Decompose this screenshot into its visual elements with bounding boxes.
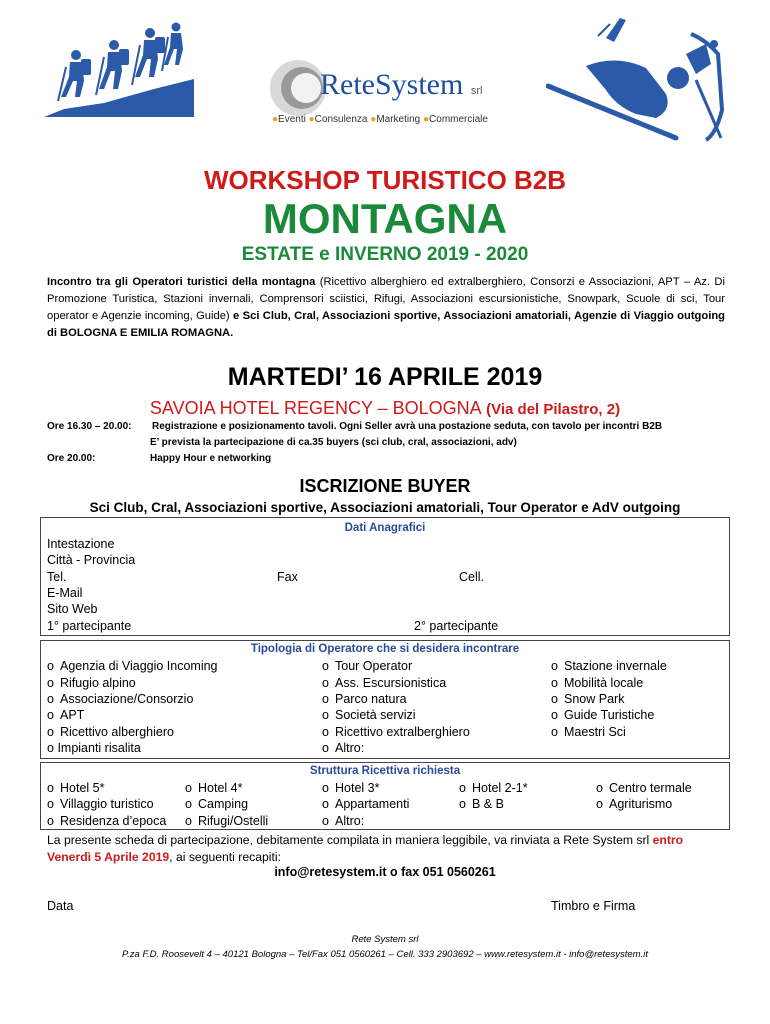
partecipante2-field[interactable]: 2° partecipante [414, 619, 499, 633]
note-text1: La presente scheda di partecipazione, debitamente compilata in maniera leggibile, va rinviata a Rete System srl [47, 833, 650, 847]
submission-note [47, 832, 737, 866]
tipologia-option[interactable]: o Ass. Escursionistica [322, 676, 446, 690]
partecipante1-field[interactable]: 1° partecipante [47, 619, 132, 633]
cell-field[interactable]: Cell. [459, 570, 485, 584]
logo-suffix: srl [470, 85, 483, 97]
intestazione-field[interactable]: Intestazione [47, 537, 115, 551]
note-text2: , ai seguenti recapiti: [169, 850, 281, 864]
event-date: MARTEDI’ 16 APRILE 2019 [227, 363, 543, 391]
registration-title: ISCRIZIONE BUYER [299, 476, 471, 496]
struttura-option[interactable]: o Appartamenti [322, 797, 409, 811]
struttura-option[interactable]: o Camping [185, 797, 248, 811]
note-deadline2: Venerdì 5 Aprile 2019 [47, 850, 170, 864]
struttura-title: Struttura Ricettiva richiesta [309, 765, 461, 777]
retesystem-logo [268, 58, 498, 130]
logo-tagline: ●Eventi ●Consulenza ●Marketing ●Commerciale [272, 114, 488, 125]
workshop-title: WORKSHOP TURISTICO B2B [203, 165, 567, 195]
timbro-label: Timbro e Firma [551, 899, 636, 913]
tagline-item: Marketing [376, 114, 421, 125]
tipologia-option[interactable]: o APT [47, 708, 84, 722]
tipologia-title: Tipologia di Operatore che si desidera incontrare [250, 643, 520, 655]
tipologia-option[interactable]: o Altro: [322, 741, 364, 755]
event-address: (Via del Pilastro, 2) [486, 401, 621, 418]
struttura-option[interactable]: o Hotel 4* [185, 781, 242, 795]
hikers-icon [44, 15, 194, 117]
tipologia-option[interactable]: o Società servizi [322, 708, 416, 722]
schedule-time: Ore 20.00: [47, 453, 96, 464]
tagline-item: Consulenza [314, 114, 368, 125]
tipologia-option[interactable]: o Associazione/Consorzio [47, 692, 193, 706]
montagna-title: MONTAGNA [262, 195, 508, 242]
tagline-item: Eventi [278, 114, 306, 125]
citta-field[interactable]: Città - Provincia [47, 553, 136, 567]
struttura-option[interactable]: o Hotel 5* [47, 781, 104, 795]
contacts-line: info@retesystem.it o fax 051 0560261 [274, 865, 496, 879]
schedule-text: E’ prevista la partecipazione di ca.35 buyers (sci club, cral, associazioni, adv) [150, 437, 517, 448]
tipologia-option[interactable]: o Ricettivo extralberghiero [322, 725, 470, 739]
struttura-option[interactable]: o Altro: [322, 814, 364, 828]
tagline-item: Commerciale [429, 114, 488, 125]
struttura-option[interactable]: o Residenza d’epoca [47, 814, 166, 828]
logo-rete: Rete [320, 68, 375, 101]
intro-text: (Ricettivo alberghiero ed extralberghiero, Consorzi e Associazioni, APT – Az. Di Promozione Turistica, Stazioni invernali, Comprensori sciistici, Rifugi, Associazioni escursionistiche, Snowpark, Scuole di sci, Tour operator e Agenzie incoming, Guide) [47, 276, 725, 322]
event-venue: SAVOIA HOTEL REGENCY – BOLOGNA [149, 398, 482, 418]
anagrafici-box [40, 517, 730, 636]
anagrafici-title: Dati Anagrafici [344, 522, 426, 534]
struttura-option[interactable]: o Villaggio turistico [47, 797, 154, 811]
logo-swirl-icon [268, 58, 328, 118]
tipologia-option[interactable]: o Stazione invernale [551, 659, 667, 673]
tipologia-option-label: Impianti risalita [57, 741, 141, 755]
tel-field[interactable]: Tel. [47, 570, 67, 584]
schedule-text: Happy Hour e networking [150, 453, 272, 464]
email-field[interactable]: E-Mail [47, 586, 83, 600]
struttura-option[interactable]: o Hotel 3* [322, 781, 379, 795]
event-venue-line [0, 398, 770, 419]
struttura-option[interactable]: o Agriturismo [596, 797, 672, 811]
tipologia-option[interactable]: o Ricettivo alberghiero [47, 725, 174, 739]
tipologia-option[interactable]: o Tour Operator [322, 659, 412, 673]
note-deadline1: entro [649, 833, 684, 847]
tipologia-option[interactable]: o Snow Park [551, 692, 624, 706]
company-name: Rete System srl [351, 934, 419, 945]
tipologia-option[interactable]: o Parco natura [322, 692, 407, 706]
skier-icon [546, 14, 726, 144]
struttura-option[interactable]: o Hotel 2-1* [459, 781, 528, 795]
tipologia-option[interactable]: o Maestri Sci [551, 725, 626, 739]
data-label: Data [47, 899, 74, 913]
tipologia-option[interactable]: o Impianti risalita [47, 741, 141, 755]
intro-bold-start: Incontro tra gli Operatori turistici della montagna [47, 276, 316, 288]
struttura-option[interactable]: o Centro termale [596, 781, 692, 795]
tipologia-option[interactable]: o Guide Turistiche [551, 708, 654, 722]
company-address: P.za F.D. Roosevelt 4 – 40121 Bologna – Tel/Fax 051 0560261 – Cell. 333 2903692 – www.retesystem.it - info@retesystem.it [122, 949, 648, 960]
registration-subtitle: Sci Club, Cral, Associazioni sportive, Associazioni amatoriali, Tour Operator e AdV outgoing [89, 500, 681, 515]
logo-system: System [374, 68, 464, 101]
schedule-text: Registrazione e posizionamento tavoli. Ogni Seller avrà una postazione seduta, con tavolo per incontri B2B [152, 421, 663, 432]
sito-field[interactable]: Sito Web [47, 602, 98, 616]
tipologia-option[interactable]: o Rifugio alpino [47, 676, 136, 690]
intro-bold-end: e Sci Club, Cral, Associazioni sportive, Associazioni amatoriali, Agenzie di Viaggio outgoing di BOLOGNA E EMILIA ROMAGNA. [47, 310, 725, 339]
season-title: ESTATE e INVERNO 2019 - 2020 [241, 244, 529, 265]
struttura-option[interactable]: o B & B [459, 797, 504, 811]
fax-field[interactable]: Fax [277, 570, 298, 584]
tipologia-option[interactable]: o Agenzia di Viaggio Incoming [47, 659, 218, 673]
struttura-option[interactable]: o Rifugi/Ostelli [185, 814, 268, 828]
tipologia-option[interactable]: o Mobilità locale [551, 676, 643, 690]
intro-paragraph [47, 274, 725, 342]
schedule-time: Ore 16.30 – 20.00: [47, 421, 132, 432]
